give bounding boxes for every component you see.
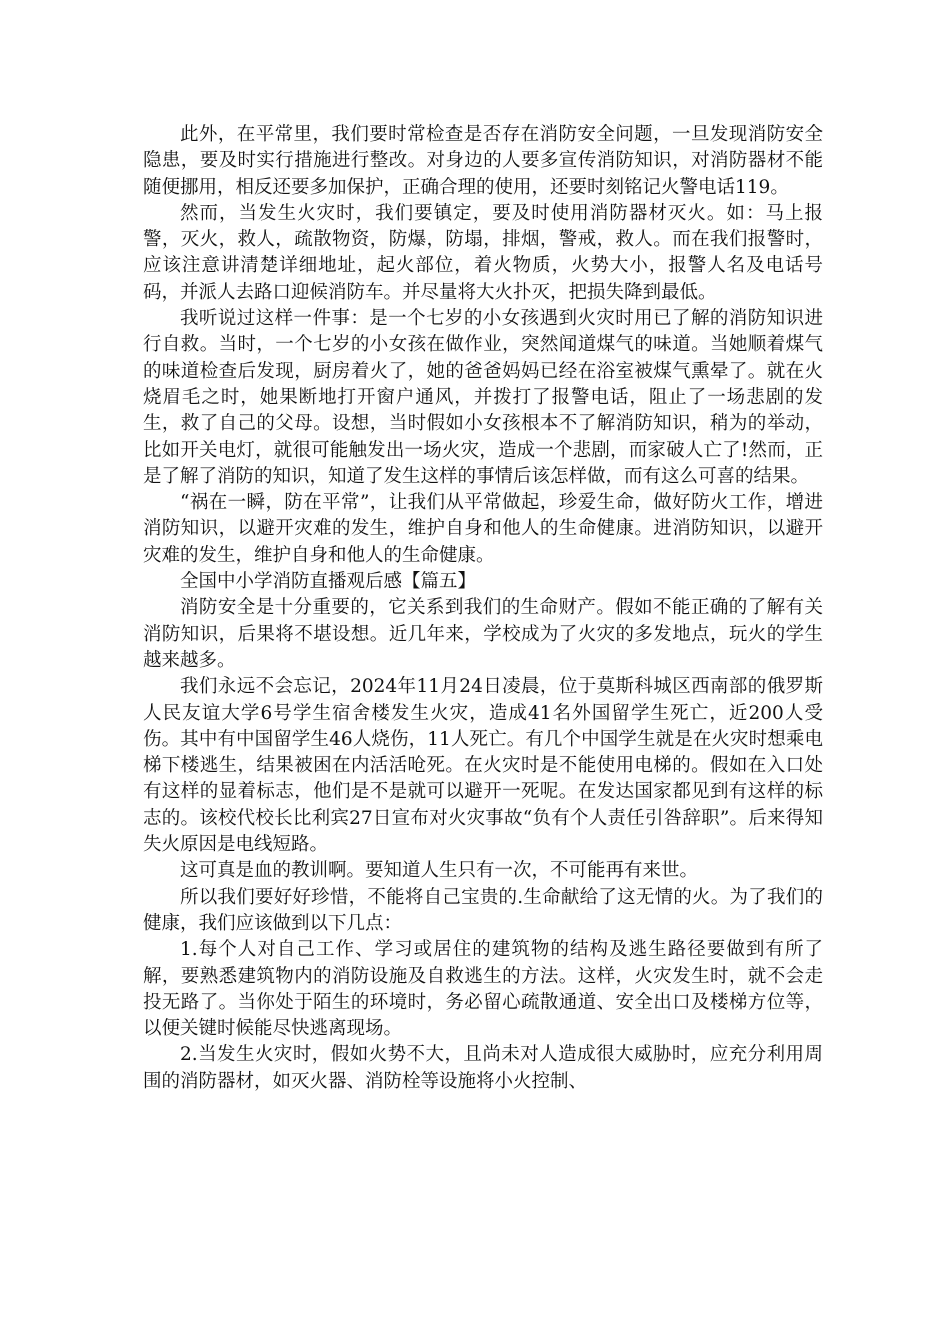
paragraph-importance: 消防安全是十分重要的，它关系到我们的生命财产。假如不能正确的了解有关消防知识，后果将不堪设想。近几年来，学校成为了火灾的多发地点，玩火的学生越来越多。	[143, 597, 823, 671]
paragraph-point-1: 1.每个人对自己工作、学习或居住的建筑物的结构及逃生路径要做到有所了解，要熟悉建筑物内的消防设施及自救逃生的方法。这样，火灾发生时，就不会走投无路了。当你处于陌生的环境时，务必留心疏散通道、安全出口及楼梯方位等，以便关键时候能尽快逃离现场。	[143, 939, 823, 1040]
paragraph-cherish: 所以我们要好好珍惜，不能将自己宝贵的.生命献给了这无情的火。为了我们的健康，我们应该做到以下几点：	[143, 886, 823, 934]
paragraph-point-2: 2.当发生火灾时，假如火势不大，且尚未对人造成很大威胁时，应充分利用周围的消防器材，如灭火器、消防栓等设施将小火控制、	[143, 1044, 823, 1092]
paragraph-when-fire: 然而，当发生火灾时，我们要镇定，要及时使用消防器材灭火。如：马上报警，灭火，救人，疏散物资，防爆，防塌，排烟，警戒，救人。而在我们报警时，应该注意讲清楚详细地址，起火部位，着火物质，火势大小，报警人名及电话号码，并派人去路口迎候消防车。并尽量将大火扑灭，把损失降到最低。	[143, 202, 823, 303]
paragraph-inspection: 此外，在平常里，我们要时常检查是否存在消防安全问题，一旦发现消防安全隐患，要及时实行措施进行整改。对身边的人要多宣传消防知识，对消防器材不能随便挪用，相反还要多加保护，正确合理的使用，还要时刻铭记火警电话119。	[143, 124, 823, 198]
paragraph-lesson: 这可真是血的教训啊。要知道人生只有一次，不可能再有来世。	[180, 860, 699, 882]
paragraph-motto: “祸在一瞬，防在平常”，让我们从平常做起，珍爱生命，做好防火工作，增进消防知识，以避开灾难的发生，维护自身和他人的生命健康。进消防知识，以避开灾难的发生，维护自身和他人的生命健康。	[143, 492, 823, 566]
document-body	[143, 122, 823, 1095]
paragraph-moscow-fire: 我们永远不会忘记，2024年11月24日凌晨，位于莫斯科城区西南部的俄罗斯人民友谊大学6号学生宿舍楼发生火灾，造成41名外国留学生死亡，近200人受伤。其中有中国留学生46人烧伤，11人死亡。有几个中国学生就是在火灾时想乘电梯下楼逃生，结果被困在内活活呛死。在火灾时是不能使用电梯的。假如在入口处有这样的显着标志，他们是不是就可以避开一死呢。在发达国家都见到有这样的标志的。该校代校长比利宾27日宣布对火灾事故“负有个人责任引咎辞职”。后来得知失火原因是电线短路。	[143, 676, 823, 856]
section-heading: 全国中小学消防直播观后感【篇五】	[180, 571, 477, 593]
paragraph-girl-story: 我听说过这样一件事：是一个七岁的小女孩遇到火灾时用已了解的消防知识进行自救。当时，一个七岁的小女孩在做作业，突然闻道煤气的味道。当她顺着煤气的味道检查后发现，厨房着火了，她的爸爸妈妈已经在浴室被煤气熏晕了。就在火烧眉毛之时，她果断地打开窗户通风，并拨打了报警电话，阻止了一场悲剧的发生，救了自己的父母。设想，当时假如小女孩根本不了解消防知识，稍为的举动，比如开关电灯，就很可能触发出一场火灾，造成一个悲剧，而家破人亡了!然而，正是了解了消防的知识，知道了发生这样的事情后该怎样做，而有这么可喜的结果。	[143, 308, 823, 487]
